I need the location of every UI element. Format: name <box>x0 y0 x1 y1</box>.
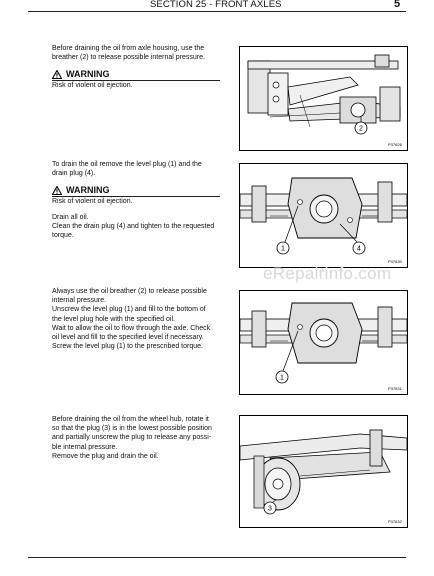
text-line: the level plug hole with the specified oil. <box>52 315 175 323</box>
text-line: torque. <box>52 232 74 240</box>
footer-rule <box>28 557 406 558</box>
section-title: SECTION 25 - FRONT AXLES <box>150 0 282 10</box>
header-rule <box>28 11 406 12</box>
text-line: To drain the oil remove the level plug (1) and the <box>52 161 202 168</box>
callout-2: 2 <box>359 125 363 133</box>
text-line: Before draining the oil from axle housing, use the <box>52 45 205 52</box>
text-line: oil level and fill to the specified level if necessary. <box>52 334 204 342</box>
warning-text <box>52 197 228 206</box>
watermark-brand: eRepairinfo.com <box>263 264 392 283</box>
text-line: Remove the plug and drain the oil. <box>52 452 159 460</box>
figure-number: P37626 <box>388 142 402 147</box>
axle-breather-illustration <box>240 47 407 150</box>
block-1-text <box>52 44 228 62</box>
text-line: Unscrew the level plug (1) and fill to the bottom of <box>52 306 206 314</box>
axle-drain-illustration <box>240 164 407 267</box>
text-line: Risk of violent oil ejection. <box>52 198 133 205</box>
figure-number: P37631 <box>388 386 402 391</box>
warning-text <box>52 81 228 90</box>
text-line: and partially unscrew the plug to release any possi- <box>52 434 212 442</box>
text-line: breather (2) to release possible internal pressure. <box>52 54 205 62</box>
callout-1: 1 <box>280 374 284 382</box>
figure-4 <box>239 415 408 528</box>
text-line: drain plug (4). <box>52 170 96 178</box>
figure-2 <box>239 163 408 268</box>
text-line: Screw the level plug (1) to the prescribed torque. <box>52 343 203 351</box>
figure-number: P37630 <box>388 259 402 264</box>
callout-3: 3 <box>268 505 272 513</box>
text-line: Wait to allow the oil to flow through the axle. Check <box>52 324 211 332</box>
warning-triangle-icon <box>52 70 62 79</box>
callout-1: 1 <box>281 245 285 253</box>
block-2-text <box>52 160 228 178</box>
warning-triangle-icon <box>52 186 62 195</box>
warning-label: WARNING <box>66 69 110 79</box>
axle-fill-illustration <box>240 291 407 394</box>
text-line: so that the plug (3) is in the lowest possible position <box>52 425 212 433</box>
page-number: 5 <box>394 0 401 10</box>
figure-3 <box>239 290 408 395</box>
block-4-text <box>52 415 228 461</box>
callout-4: 4 <box>357 245 361 253</box>
text-line: Before draining the oil from the wheel hub, rotate it <box>52 416 209 423</box>
text-line: Clean the drain plug (4) and tighten to the requested <box>52 223 215 231</box>
text-line: Risk of violent oil ejection. <box>52 82 133 89</box>
block-3-text <box>52 287 228 351</box>
text-line: Always use the oil breather (2) to release possible <box>52 288 207 295</box>
text-line: ble internal pressure. <box>52 443 118 451</box>
figure-number: P37632 <box>388 519 402 524</box>
text-line: internal pressure. <box>52 297 107 305</box>
warning-heading <box>52 69 110 79</box>
block-2-after-text <box>52 213 228 241</box>
text-line: Drain all oil. <box>52 214 89 221</box>
figure-1 <box>239 46 408 151</box>
warning-label: WARNING <box>66 185 110 195</box>
warning-heading <box>52 185 110 195</box>
wheel-hub-drain-illustration <box>240 416 407 527</box>
